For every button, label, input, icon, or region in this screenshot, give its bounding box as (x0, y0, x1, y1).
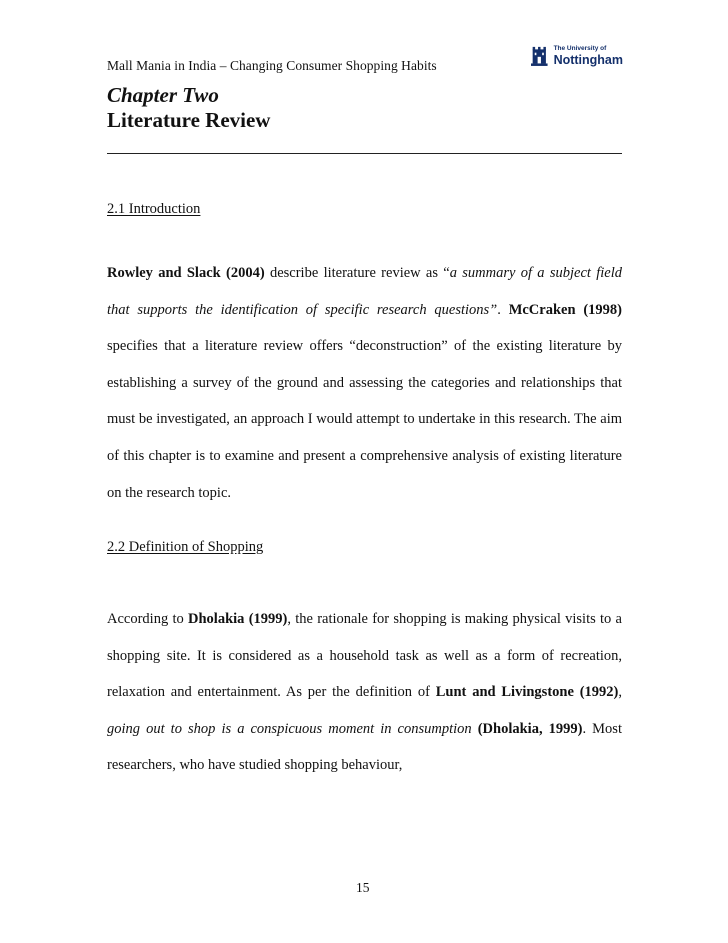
section-heading-introduction: 2.1 Introduction (107, 201, 201, 217)
text-run: specifies that a literature review offers “deconstruction” of the existing literature by establishing a survey of the ground and assessing the categories and relationships that must be investigated, an approach I would attempt to undertake in this research. The aim of this chapter is to examine and present a comprehensive analysis of existing literature on the research topic. (107, 338, 622, 501)
logo-small-text: The University of (553, 45, 607, 52)
logo-big-text: Nottingham (553, 52, 623, 67)
castle-crest-icon (531, 43, 548, 69)
chapter-label: Chapter Two (107, 83, 219, 107)
university-logo (531, 41, 623, 71)
chapter-title: Literature Review (107, 108, 271, 132)
text-run: According to (107, 611, 189, 627)
page-number: 15 (356, 880, 370, 895)
quotation: a summary of a subject field that supports the identification of specific research questions” (107, 265, 622, 318)
text-run: . Most researchers, who have studied shopping behaviour, (107, 720, 622, 774)
citation: Dholakia (1999) (188, 611, 288, 627)
text-run: , (618, 684, 622, 701)
citation: (Dholakia, 1999) (477, 720, 583, 737)
logo-wordmark (554, 46, 623, 66)
paragraph-introduction (107, 255, 622, 511)
header-divider (107, 153, 622, 154)
text-run: , the rationale for shopping is making physical visits to a shopping site. It is considered as a household task as well as a form of recreation, relaxation and entertainment. As per the definition of (107, 611, 622, 701)
section-heading-definition: 2.2 Definition of Shopping (107, 539, 264, 555)
text-run: describe literature review as “ (264, 265, 450, 281)
text-run: . (497, 301, 509, 318)
citation: Rowley and Slack (2004) (107, 265, 265, 281)
running-header: Mall Mania in India – Changing Consumer Shopping Habits (107, 58, 437, 73)
citation: McCraken (1998) (508, 301, 622, 318)
citation: Lunt and Livingstone (1992) (435, 684, 619, 701)
quotation: going out to shop is a conspicuous moment in consumption (107, 720, 472, 737)
paragraph-definition (107, 601, 622, 784)
